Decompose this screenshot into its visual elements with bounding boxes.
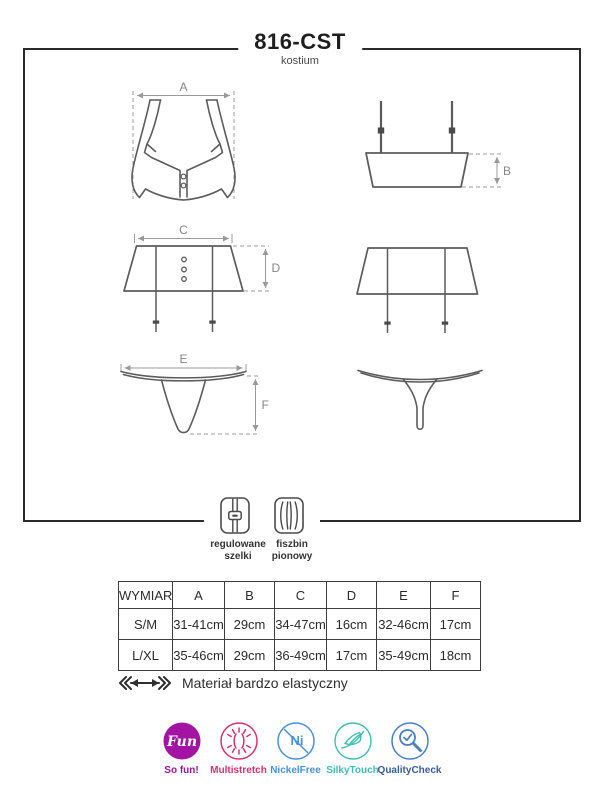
- garter-skirt-front-diagram: [124, 246, 243, 332]
- svg-text:Ni: Ni: [290, 733, 303, 748]
- garter-skirt-back-diagram: [357, 248, 478, 333]
- dimension-label-a: A: [179, 80, 188, 94]
- size-row-sm: [119, 609, 481, 640]
- dimension-label-d: D: [271, 261, 281, 275]
- page-title: 816-CST: [254, 29, 346, 54]
- vertical-boning-icon: [274, 497, 304, 534]
- value-cell: 16cm: [327, 609, 377, 640]
- fun-badge-icon: [162, 721, 202, 761]
- value-cell: 31-41cm: [173, 609, 225, 640]
- value-cell: 17cm: [431, 609, 481, 640]
- size-cell: L/XL: [119, 640, 173, 671]
- badge-silky-touch: [324, 721, 381, 776]
- badge-label: QualityCheck: [377, 765, 442, 776]
- value-cell: 17cm: [327, 640, 377, 671]
- stretch-arrows-icon: [119, 675, 171, 691]
- value-cell: 29cm: [225, 640, 275, 671]
- thong-front-diagram: [121, 372, 246, 433]
- badge-label: NickelFree: [270, 765, 321, 776]
- adjustable-straps-icon: [220, 497, 250, 534]
- multistretch-icon: [219, 721, 259, 761]
- feature-icons-panel: [204, 489, 320, 536]
- feature-label-vertical-boning: fiszbin pionowy: [271, 539, 313, 562]
- size-row-lxl: [119, 640, 481, 671]
- badge-quality-check: [377, 721, 442, 776]
- silky-touch-icon: [333, 721, 373, 761]
- badge-nickel-free: [267, 721, 324, 776]
- value-cell: 32-46cm: [377, 609, 431, 640]
- table-header-cell: A: [173, 582, 225, 609]
- badge-so-fun: [153, 721, 210, 776]
- dimension-label-c: C: [179, 223, 188, 237]
- title-block: [238, 30, 362, 67]
- size-cell: S/M: [119, 609, 173, 640]
- dimension-b: [462, 154, 501, 187]
- badge-label: SilkyTouch: [326, 765, 379, 776]
- material-note: [119, 675, 348, 691]
- badge-multistretch: [210, 721, 267, 776]
- value-cell: 18cm: [431, 640, 481, 671]
- table-header-cell: WYMIAR: [119, 582, 173, 609]
- nickel-free-icon: [276, 721, 316, 761]
- value-cell: 29cm: [225, 609, 275, 640]
- size-table-header-row: [119, 582, 481, 609]
- badge-label: Multistretch: [210, 765, 267, 776]
- top-front-diagram: [132, 100, 235, 200]
- top-back-diagram: [366, 101, 468, 187]
- size-table: [118, 581, 481, 671]
- value-cell: 34-47cm: [275, 609, 327, 640]
- quality-check-icon: [390, 721, 430, 761]
- material-note-text: Materiał bardzo elastyczny: [182, 675, 348, 691]
- badge-label: So fun!: [164, 765, 199, 776]
- page-subtitle: kostium: [281, 55, 319, 67]
- dimension-label-f: F: [261, 398, 269, 412]
- svg-text:Fun: Fun: [166, 734, 197, 750]
- table-header-cell: D: [327, 582, 377, 609]
- value-cell: 35-46cm: [173, 640, 225, 671]
- badge-row: [153, 721, 442, 776]
- dimension-label-b: B: [503, 164, 512, 178]
- table-header-cell: E: [377, 582, 431, 609]
- dimension-d: [233, 246, 269, 291]
- value-cell: 35-49cm: [377, 640, 431, 671]
- table-header-cell: B: [225, 582, 275, 609]
- dimension-f: [190, 376, 259, 434]
- table-header-cell: C: [275, 582, 327, 609]
- value-cell: 36-49cm: [275, 640, 327, 671]
- dimension-label-e: E: [179, 352, 188, 366]
- table-header-cell: F: [431, 582, 481, 609]
- thong-back-diagram: [358, 371, 482, 430]
- feature-label-adjustable-straps: regulowane szelki: [210, 539, 266, 562]
